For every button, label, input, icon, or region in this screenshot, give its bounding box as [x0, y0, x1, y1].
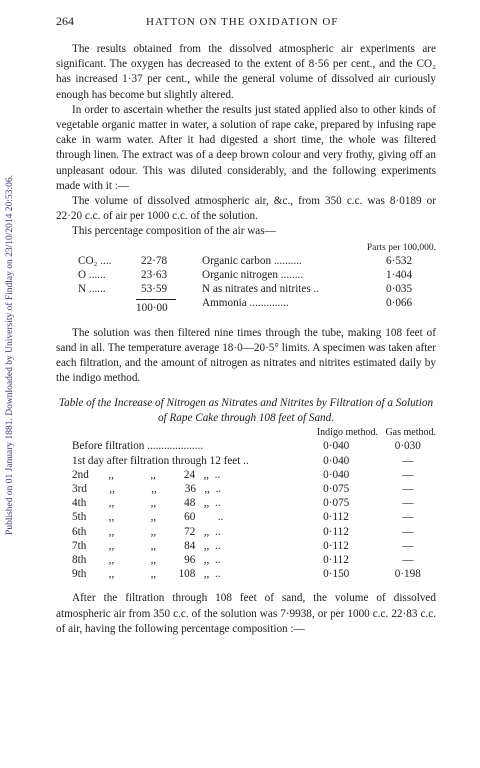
gas-value: —: [402, 483, 414, 496]
gas-value: 53·59: [141, 282, 168, 295]
paragraph-results: The results obtained from the dissolved atmospheric air experiments are significant. The oxygen has decreased to the extent of 8·56 per cent., and the CO₂ has increased 1·37 per cent., while the general volume of dissolved air curiously enough has become but slightly altered.: [56, 43, 436, 101]
indigo-value: 0·112: [323, 554, 349, 567]
gas-value: —: [402, 468, 414, 481]
leader-dots: ..: [313, 282, 320, 295]
row-label: 7th ,, ,, 84 ,, ..: [72, 539, 221, 552]
gas-value: 22·78: [141, 254, 168, 267]
gas-value: —: [402, 454, 414, 467]
row-label: 4th ,, ,, 48 ,, ..: [72, 497, 221, 510]
indigo-value: 0·075: [323, 483, 350, 496]
indigo-method-header: Indigo method.: [316, 427, 378, 439]
indigo-value: 0·040: [323, 454, 350, 467]
paragraph-volume: The volume of dissolved atmospheric air, &c., from 350 c.c. was 8·0189 or 22·20 c.c. of air per 1000 c.c. of the solution.: [56, 195, 436, 223]
gas-row-n: [78, 282, 106, 296]
gas-value: 0·198: [394, 568, 421, 581]
table-row: [56, 525, 436, 539]
table-row: [56, 454, 436, 468]
indigo-value: 0·112: [323, 525, 349, 538]
sum-rule: [136, 299, 176, 300]
gas-value: —: [402, 554, 414, 567]
table-row: [56, 553, 436, 567]
gas-row-o: [78, 268, 106, 282]
paragraph-filtration: The solution was then filtered nine times through the tube, making 108 feet of sand in all. The temperature average 18·0—20·5° limits. A specimen was taken after each filtration, and the amount of nitrogen as nitrates and nitrites estimated daily by the indigo method.: [56, 326, 436, 385]
table-row: [56, 510, 436, 524]
organic-name: Ammonia: [202, 296, 247, 309]
paragraph-after-filtration: After the filtration through 108 feet of sand, the volume of dissolved atmospheric air from 350 c.c. of the solution was 7·9938, or per 1000 c.c. 22·83 c.c. of air, having the following percentage composition :—: [56, 592, 436, 635]
table-row: [56, 539, 436, 553]
journal-page: [56, 14, 436, 637]
row-label: 8th ,, ,, 96 ,, ..: [72, 554, 221, 567]
leader-dots: ......: [88, 268, 106, 281]
leader-dots: ....: [100, 254, 112, 267]
composition-block: [56, 254, 436, 326]
indigo-value: 0·040: [323, 468, 350, 481]
row-label: Before filtration ....................: [72, 440, 204, 453]
organic-name: Organic nitrogen: [202, 268, 278, 281]
organic-value: 1·404: [386, 268, 413, 281]
leader-dots: ..........: [273, 254, 302, 267]
table-row: [56, 567, 436, 581]
row-label: 1st day after filtration through 12 feet ..: [72, 454, 249, 467]
gas-name: N: [78, 282, 87, 295]
gas-method-header: Gas method.: [385, 427, 436, 439]
gas-value: —: [402, 539, 414, 552]
parts-label: Parts per 100,000.: [366, 242, 436, 253]
gas-value: —: [402, 511, 414, 524]
table-row: [56, 468, 436, 482]
row-label: 5th ,, ,, 60 ..: [72, 511, 224, 524]
table-column-headers: [56, 426, 436, 439]
organic-name: N as nitrates and nitrites: [202, 282, 311, 295]
indigo-value: 0·150: [323, 568, 350, 581]
gas-name: CO₂: [78, 254, 98, 267]
gas-value: —: [402, 525, 414, 538]
organic-value: 6·532: [386, 254, 413, 267]
indigo-value: 0·112: [323, 539, 349, 552]
page-number: 264: [56, 14, 74, 28]
gas-value: —: [402, 497, 414, 510]
organic-value: 0·035: [386, 282, 413, 295]
organic-row: [202, 282, 319, 296]
indigo-value: 0·040: [323, 440, 350, 453]
filtration-table: [56, 439, 436, 581]
leader-dots: ......: [88, 282, 106, 295]
page-header: [56, 14, 436, 36]
table-row: [56, 496, 436, 510]
gas-value: 0·030: [394, 440, 421, 453]
organic-row: [202, 254, 302, 268]
row-label: 9th ,, ,, 108 ,, ..: [72, 568, 221, 581]
download-watermark-text: Published on 01 January 1881. Downloaded by University of Findlay on 23/10/2014 20:53:06.: [5, 175, 15, 535]
leader-dots: ........: [280, 268, 304, 281]
table-row: [56, 439, 436, 453]
paragraph-composition-intro: This percentage composition of the air was—: [72, 225, 276, 238]
gas-row-co2: [78, 254, 111, 268]
paragraph-rape-cake: In order to ascertain whether the results just stated applied also to other kinds of vegetable organic matter in water, a solution of rape cake, prepared by infusing rape cake in warm water. After it had digested a short time, the whole was filtered through linen. The extract was of a deep brown colour and very frothy, giving off an unpleasant odour. This was diluted considerably, and the following experiments made with it :—: [56, 103, 436, 192]
indigo-value: 0·075: [323, 497, 350, 510]
row-label: 2nd ,, ,, 24 ,, ..: [72, 468, 221, 481]
organic-row: [202, 296, 289, 310]
download-watermark: [4, 60, 16, 650]
leader-dots: ..............: [249, 296, 289, 309]
gas-value: 23·63: [141, 268, 168, 281]
row-label: 6th ,, ,, 72 ,, ..: [72, 525, 221, 538]
organic-name: Organic carbon: [202, 254, 272, 267]
indigo-value: 0·112: [323, 511, 349, 524]
running-head: HATTON ON THE OXIDATION OF: [146, 16, 339, 28]
organic-value: 0·066: [386, 296, 413, 309]
gas-name: O: [78, 268, 87, 281]
gas-total: 100·00: [136, 301, 168, 314]
organic-row: [202, 268, 303, 282]
table-row: [56, 482, 436, 496]
table-caption: Table of the Increase of Nitrogen as Nitrates and Nitrites by Filtration of a Solution of Rape Cake through 108 feet of Sand.: [58, 397, 434, 424]
row-label: 3rd ,, ,, 36 ,, ..: [72, 483, 222, 496]
